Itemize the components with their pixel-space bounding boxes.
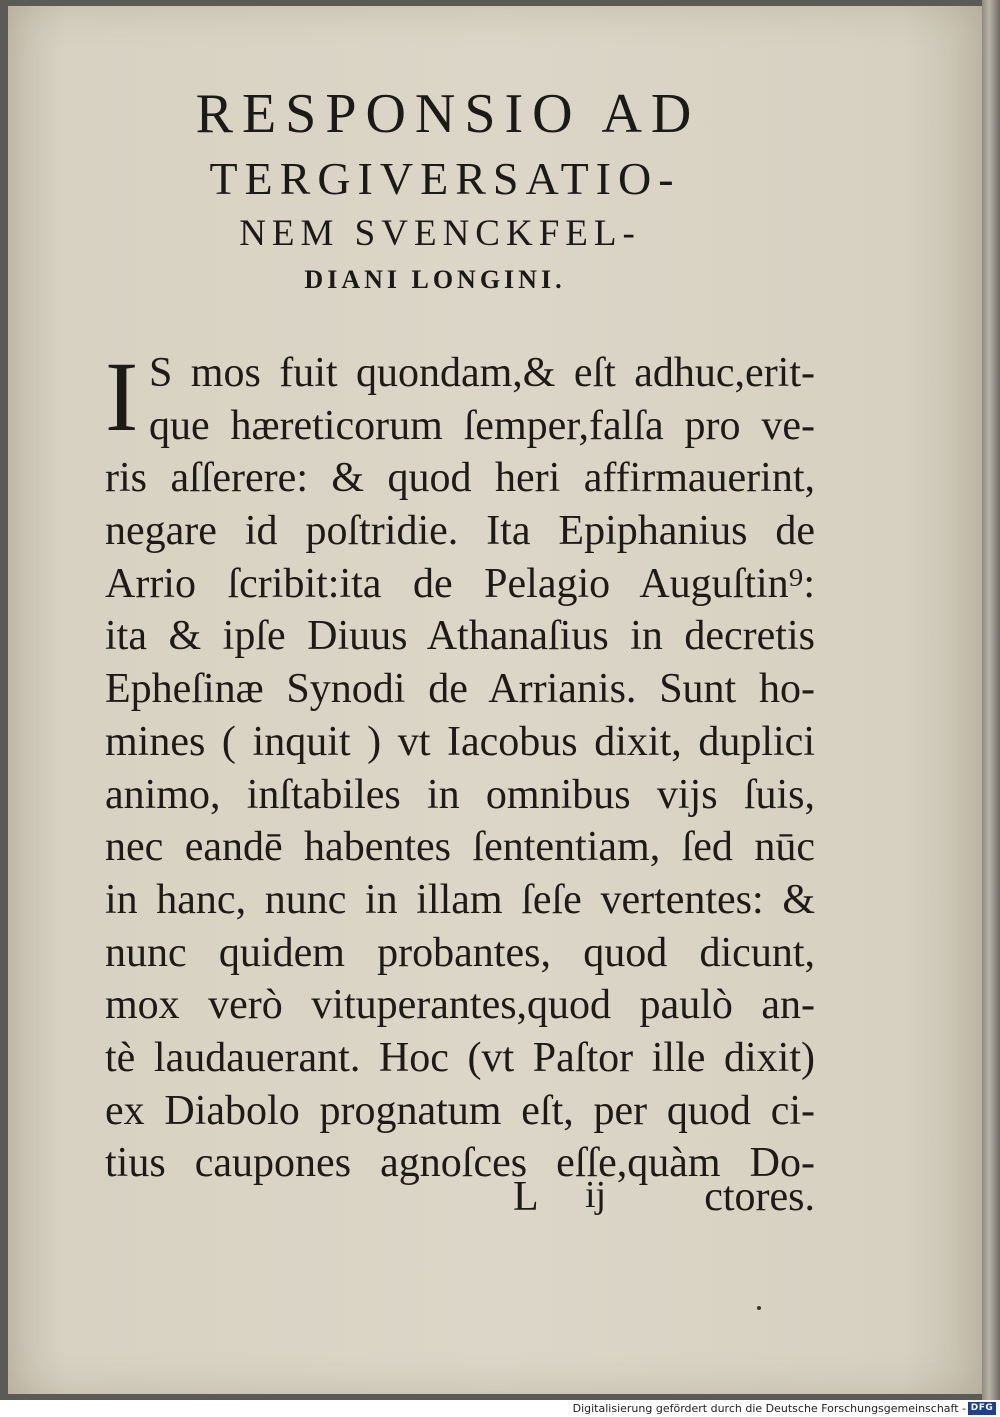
catchword: ctores. bbox=[704, 1174, 815, 1220]
text-line: mox verò vituperantes,quod paulò an- bbox=[105, 982, 815, 1029]
ink-speck bbox=[757, 1306, 761, 1310]
text-line: Epheſinæ Synodi de Arrianis. Sunt ho- bbox=[105, 666, 815, 713]
heading-line-1: RESPONSIO AD bbox=[195, 83, 701, 145]
body-text bbox=[105, 341, 815, 1190]
text-line: mines ( inquit ) vt Iacobus dixit, duplici bbox=[105, 718, 815, 765]
heading-line-4: DIANI LONGINI. bbox=[304, 265, 566, 294]
heading-line-2: TERGIVERSATIO- bbox=[209, 153, 681, 204]
text-line: in hanc, nunc in illam ſeſe vertentes: & bbox=[105, 876, 815, 923]
signature-line bbox=[105, 1173, 815, 1223]
text-line: animo, inſtabiles in omnibus vijs ſuis, bbox=[105, 771, 815, 818]
text-line: nec eandē habentes ſententiam, ſed nūc bbox=[105, 824, 815, 871]
text-line: que hæreticorum ſemper,falſa pro ve- bbox=[149, 402, 815, 449]
text-line: ex Diabolo prognatum eſt, per quod ci- bbox=[105, 1087, 815, 1134]
text-line: ris aſſerere: & quod heri affirmauerint, bbox=[105, 455, 815, 502]
text-line: nunc quidem probantes, quod dicunt, bbox=[105, 929, 815, 976]
text-line: S mos fuit quondam,& eſt adhuc,erit- bbox=[149, 350, 815, 396]
page-edge bbox=[982, 0, 1000, 1400]
heading-line-3: NEM SVENCKFEL- bbox=[239, 213, 641, 254]
text-line: ita & ipſe Diuus Athanaſius in decretis bbox=[105, 613, 815, 660]
drop-initial: I bbox=[105, 341, 139, 452]
signature-mark: L bbox=[513, 1174, 539, 1220]
signature-number: ij bbox=[585, 1174, 607, 1216]
funding-credit: Digitalisierung gefördert durch die Deutsche Forschungsgemeinschaft - bbox=[572, 1402, 966, 1415]
text-line: tius caupones agnoſces eſſe,quàm Do- bbox=[105, 1140, 815, 1187]
text-line: Arrio ſcribit:ita de Pelagio Auguſtin⁹: bbox=[105, 560, 815, 607]
footer-bar bbox=[0, 1400, 1000, 1417]
dfg-logo: DFG bbox=[968, 1402, 996, 1415]
text-line: negare id poſtridie. Ita Epiphanius de bbox=[105, 508, 815, 555]
text-line: tè laudauerant. Hoc (vt Paſtor ille dixit) bbox=[105, 1034, 815, 1081]
